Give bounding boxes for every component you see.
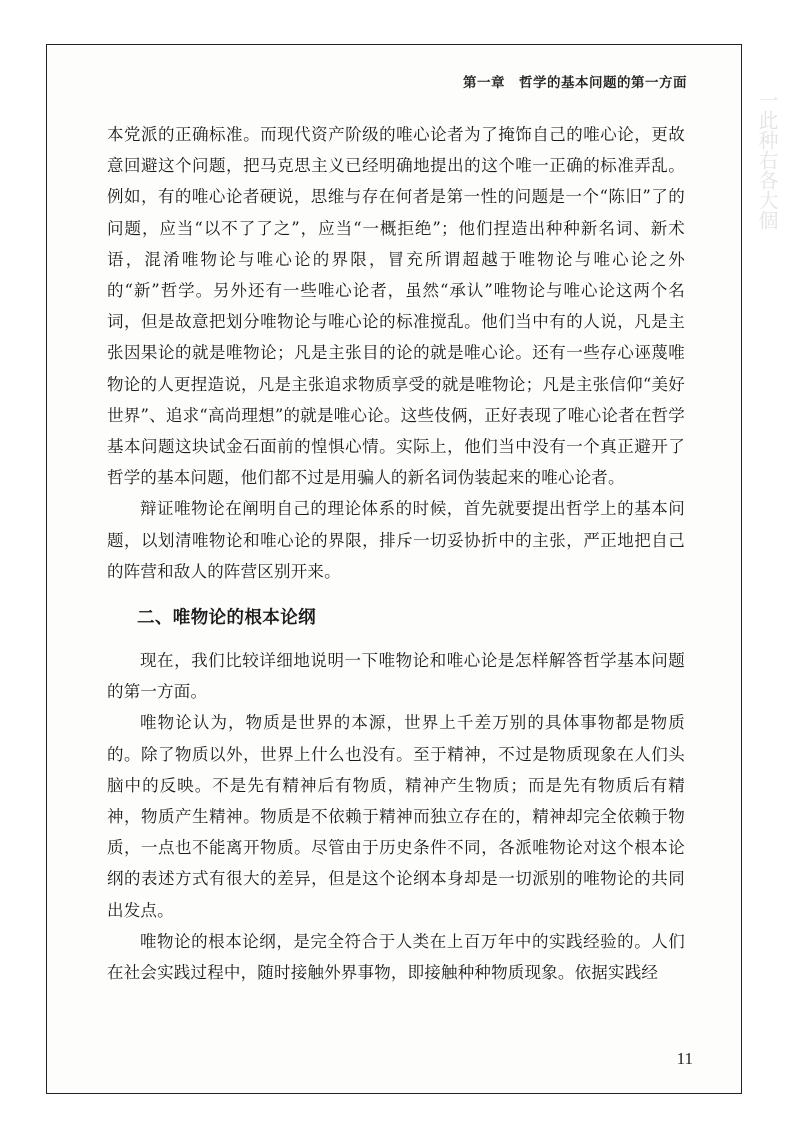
book-page — [46, 44, 742, 1094]
paragraph: 唯物论认为，物质是世界的本源，世界上千差万别的具体事物都是物质的。除了物质以外，世界上什么也没有。至于精神，不过是物质现象在人们头脑中的反映。不是先有精神后有物质，精神产生物质；而是先有物质后有精神，物质产生精神。物质是不依赖于精神而独立存在的，精神却完全依赖于物质，一点也不能离开物质。尽管由于历史条件不同，各派唯物论对这个根本论纲的表述方式有很大的差异，但是这个论纲本身却是一切派别的唯物论的共同出发点。 — [107, 713, 685, 920]
page-body — [107, 119, 685, 988]
paragraph-continued: 本党派的正确标准。而现代资产阶级的唯心论者为了掩饰自己的唯心论，更故意回避这个问题，把马克思主义已经明确地提出的这个唯一正确的标准弄乱。例如，有的唯心论者硬说，思维与存在何者是第一性的问题是一个“陈旧”了的问题，应当“以不了了之”，应当“一概拒绝”；他们捏造出种种新名词、新术语，混淆唯物论与唯心论的界限，冒充所谓超越于唯物论与唯心论之外的“新”哲学。另外还有一些唯心论者，虽然“承认”唯物论与唯心论这两个名词，但是故意把划分唯物论与唯心论的标准搅乱。他们当中有的人说，凡是主张因果论的就是唯物论；凡是主张目的论的就是唯心论。还有一些存心诬蔑唯物论的人更捏造说，凡是主张追求物质享受的就是唯物论；凡是主张信仰“美好世界”、追求“高尚理想”的就是唯心论。这些伎俩，正好表现了唯心论者在哲学基本问题这块试金石面前的惶惧心情。实际上，他们当中没有一个真正避开了哲学的基本问题，他们都不过是用骗人的新名词伪装起来的唯心论者。 — [107, 125, 685, 488]
running-header: 第一章 哲学的基本问题的第一方面 — [463, 75, 687, 91]
paragraph: 唯物论的根本论纲，是完全符合于人类在上百万年中的实践经验的。人们在社会实践过程中，随时接触外界事物，即接触种种物质现象。依据实践经 — [107, 931, 685, 983]
paragraph: 辩证唯物论在阐明自己的理论体系的时候，首先就要提出哲学上的基本问题，以划清唯物论和唯心论的界限，排斥一切妥协折中的主张，严正地把自己的阵营和敌人的阵营区别开来。 — [107, 499, 685, 581]
paragraph: 现在，我们比较详细地说明一下唯物论和唯心论是怎样解答哲学基本问题的第一方面。 — [107, 651, 685, 702]
section-heading: 二、唯物论的根本论纲 — [137, 608, 316, 629]
scan-bleed-marks: 一此种右各大個 — [755, 90, 779, 230]
page-number: 11 — [676, 1049, 693, 1068]
